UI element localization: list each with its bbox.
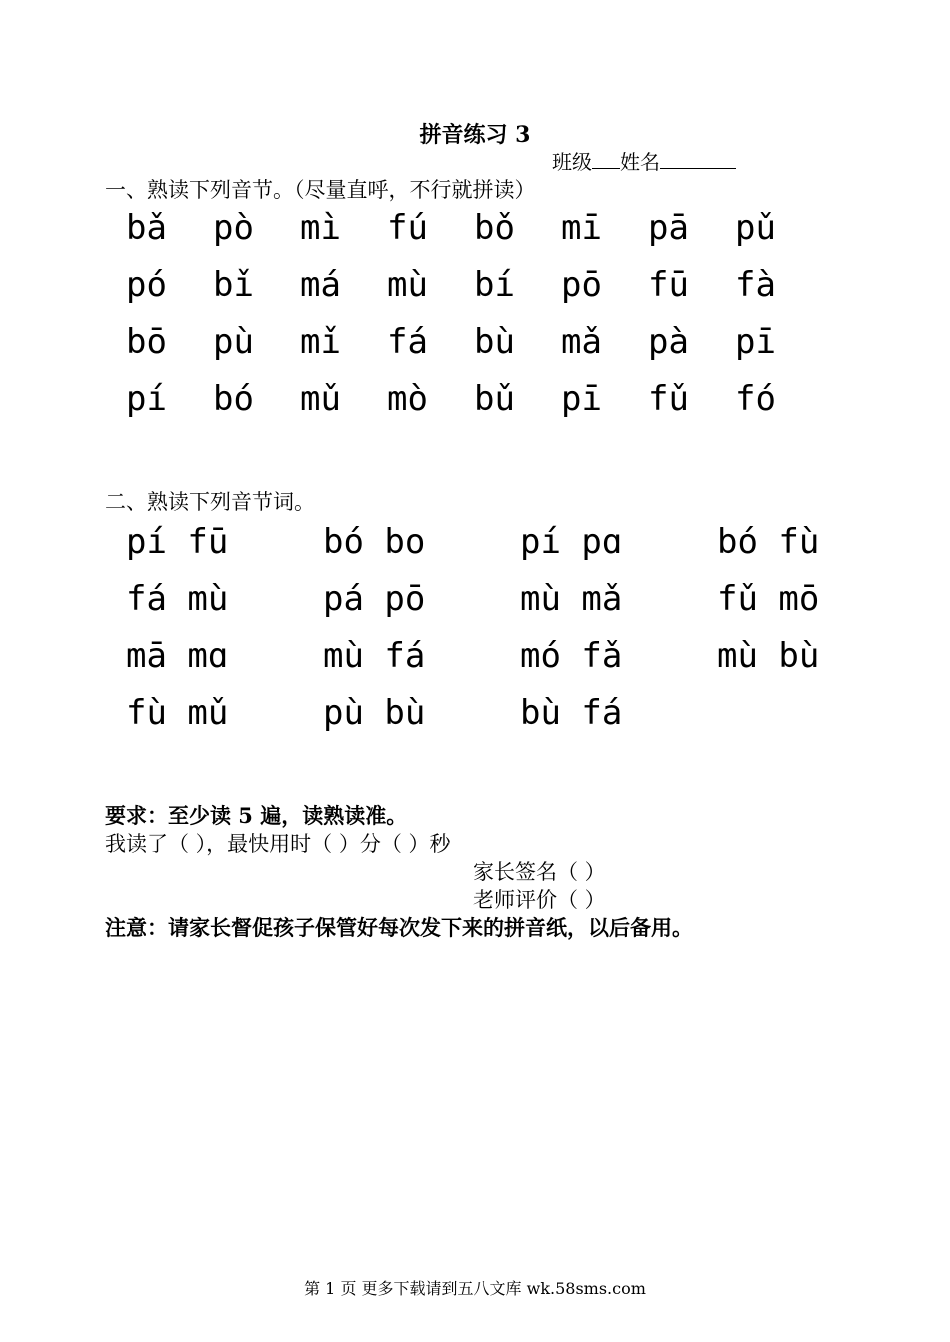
teacher-evaluation: 老师评价（ ） bbox=[473, 888, 606, 912]
syllable: pī bbox=[735, 322, 776, 362]
syllable-row bbox=[126, 265, 822, 322]
parent-signature: 家长签名（ ） bbox=[473, 860, 606, 884]
syllable: pā bbox=[648, 208, 689, 248]
syllable: mǐ bbox=[300, 322, 341, 362]
word-row bbox=[126, 636, 914, 693]
page-footer: 第 1 页 更多下载请到五八文库 wk.58sms.com bbox=[304, 1279, 646, 1298]
syllable: pù bbox=[213, 322, 254, 362]
syllable-row bbox=[126, 379, 822, 436]
requirement: 要求：至少读 5 遍，读熟读准。 bbox=[105, 803, 408, 828]
syllable: bù bbox=[474, 322, 515, 362]
syllable-row bbox=[126, 322, 822, 379]
pinyin-word: mù bù bbox=[717, 636, 820, 676]
syllable: má bbox=[300, 265, 341, 305]
syllable: bǔ bbox=[474, 379, 515, 419]
syllable: fú bbox=[387, 208, 428, 248]
pinyin-word: mù fá bbox=[323, 636, 426, 676]
section2-heading: 二、熟读下列音节词。 bbox=[105, 490, 315, 514]
word-row bbox=[126, 693, 914, 750]
syllable: bǒ bbox=[474, 208, 515, 248]
pinyin-word bbox=[717, 693, 914, 750]
class-blank bbox=[592, 150, 620, 169]
syllable: mǎ bbox=[561, 322, 602, 362]
notice: 注意：请家长督促孩子保管好每次发下来的拼音纸，以后备用。 bbox=[105, 915, 693, 940]
name-blank bbox=[660, 150, 736, 169]
syllable: mò bbox=[387, 379, 428, 419]
syllable: mǔ bbox=[300, 379, 341, 419]
pinyin-word: pá pō bbox=[323, 579, 426, 619]
syllable: fà bbox=[735, 265, 776, 305]
syllable: fǔ bbox=[648, 379, 689, 419]
pinyin-word: mù mǎ bbox=[520, 579, 623, 619]
syllable: bí bbox=[474, 265, 515, 305]
syllable: mī bbox=[561, 208, 602, 248]
class-label: 班级 bbox=[552, 150, 592, 174]
syllable: bó bbox=[213, 379, 254, 419]
reading-record: 我读了（ ），最快用时（ ）分（ ）秒 bbox=[105, 832, 451, 856]
syllable: pǔ bbox=[735, 208, 776, 248]
pinyin-word: bù fá bbox=[520, 693, 623, 733]
word-grid bbox=[126, 522, 914, 750]
syllable: pà bbox=[648, 322, 689, 362]
page-title: 拼音练习 3 bbox=[419, 122, 531, 148]
syllable: fū bbox=[648, 265, 689, 305]
syllable: pō bbox=[561, 265, 602, 305]
syllable-row bbox=[126, 208, 822, 265]
syllable: fó bbox=[735, 379, 776, 419]
pinyin-word: pí pɑ bbox=[520, 522, 623, 562]
word-row bbox=[126, 522, 914, 579]
pinyin-word: bó bo bbox=[323, 522, 426, 562]
pinyin-word: fá mù bbox=[126, 579, 229, 619]
pinyin-word: mó fǎ bbox=[520, 636, 623, 676]
section1-heading: 一、熟读下列音节。（尽量直呼，不行就拼读） bbox=[105, 178, 536, 202]
pinyin-word: pù bù bbox=[323, 693, 426, 733]
name-label: 姓名 bbox=[620, 150, 660, 174]
syllable-grid bbox=[126, 208, 822, 436]
syllable: mù bbox=[387, 265, 428, 305]
syllable: bǎ bbox=[126, 208, 167, 248]
syllable: bǐ bbox=[213, 265, 254, 305]
syllable: pí bbox=[126, 379, 167, 419]
syllable: pī bbox=[561, 379, 602, 419]
pinyin-word: pí fū bbox=[126, 522, 229, 562]
pinyin-word: fǔ mō bbox=[717, 579, 820, 619]
pinyin-word: mā mɑ bbox=[126, 636, 229, 676]
pinyin-word: fù mǔ bbox=[126, 693, 229, 733]
word-row bbox=[126, 579, 914, 636]
student-info bbox=[552, 146, 736, 175]
syllable: mì bbox=[300, 208, 341, 248]
syllable: fá bbox=[387, 322, 428, 362]
syllable: bō bbox=[126, 322, 167, 362]
pinyin-word: bó fù bbox=[717, 522, 820, 562]
syllable: pó bbox=[126, 265, 167, 305]
syllable: pò bbox=[213, 208, 254, 248]
